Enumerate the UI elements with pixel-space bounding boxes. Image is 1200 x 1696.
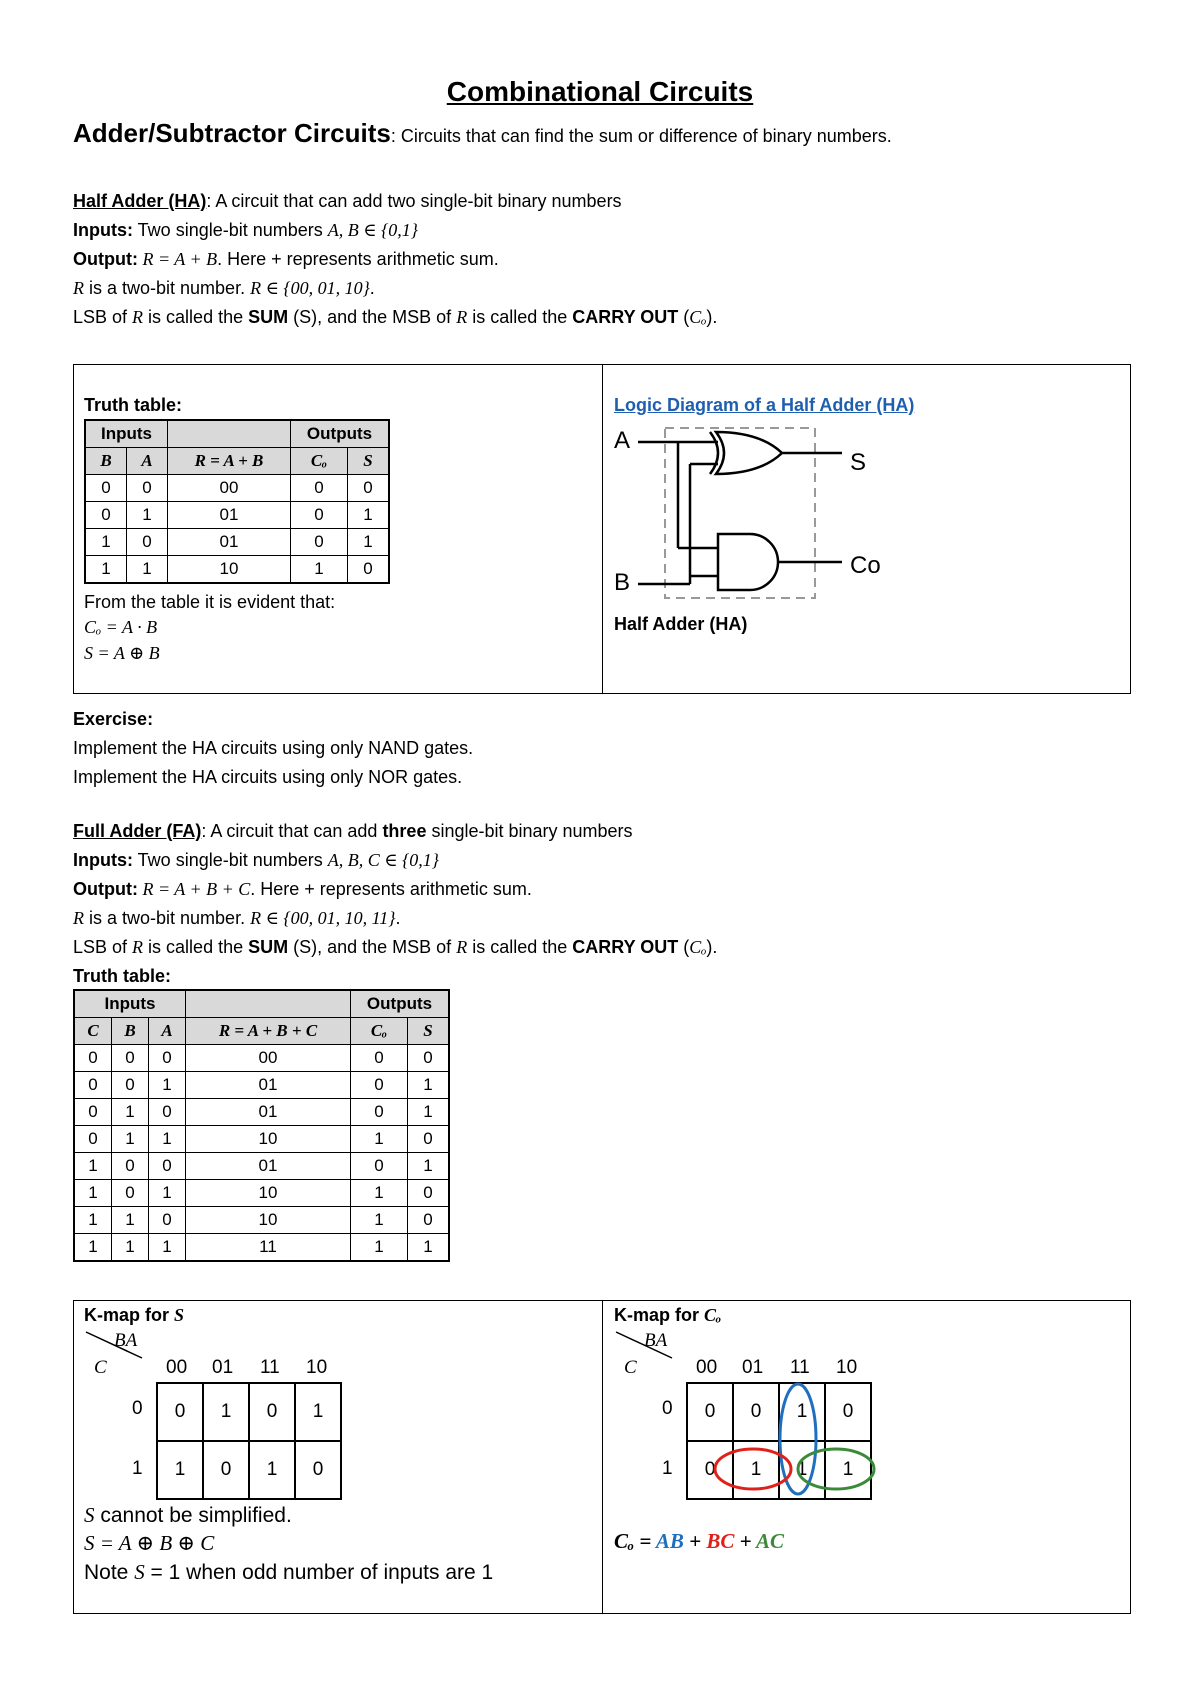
ha-cell: 1 [291, 556, 348, 584]
ha-evident: From the table it is evident that: [84, 592, 336, 612]
kmap-co-row-0: 0 [662, 1398, 673, 1419]
kmap-s-title-var: S [174, 1305, 185, 1325]
fa-cell: 1 [149, 1072, 186, 1099]
fa-heading: Full Adder (FA) [73, 821, 202, 841]
ha-cell: 0 [127, 529, 168, 556]
table-row [74, 1180, 449, 1207]
fa-sum-label: SUM [248, 937, 289, 957]
ha-col-b: B [85, 448, 127, 475]
kmap-co-title-text: K-map for [614, 1305, 704, 1325]
fa-cell: 1 [408, 1099, 450, 1126]
fa-cell: 1 [408, 1153, 450, 1180]
ha-desc: : A circuit that can add two single-bit binary numbers [206, 191, 622, 211]
fa-cell: 1 [74, 1153, 112, 1180]
kmap-cell: 1 [733, 1441, 779, 1499]
ha-cell: 0 [291, 475, 348, 502]
kmap-s-note-1 [84, 1503, 292, 1528]
fa-cell: 01 [186, 1072, 351, 1099]
fa-cell: 0 [408, 1180, 450, 1207]
kmap-cell: 0 [157, 1383, 203, 1441]
kmap-co-eq-lhs: Cₒ = [614, 1529, 656, 1553]
fa-cell: 01 [186, 1099, 351, 1126]
fa-cell: 1 [112, 1099, 149, 1126]
ha-cell: 0 [348, 556, 390, 584]
table-row [85, 502, 389, 529]
xor-gate [716, 432, 782, 474]
fa-cell: 01 [186, 1153, 351, 1180]
kmap-s-note-2: S = A ⊕ B ⊕ C [84, 1531, 215, 1555]
kmap-cell: 1 [825, 1441, 871, 1499]
fa-lsb-r2: R [456, 937, 468, 957]
ha-lsb-d: is called the [467, 307, 573, 327]
kmap-cell: 0 [687, 1383, 733, 1441]
kmap-s-note-3-var: S [134, 1560, 145, 1584]
table-row [74, 1207, 449, 1234]
ha-sum-label: SUM [248, 307, 289, 327]
ha-lsb-r1: R [132, 307, 144, 327]
fa-col-r: R = A + B + C [186, 1018, 351, 1045]
fa-cell: 1 [112, 1234, 149, 1262]
kmap-s-row-1: 1 [132, 1458, 143, 1479]
fa-r-math: R [73, 908, 84, 928]
fa-cell: 1 [351, 1207, 408, 1234]
kmap-co-col-2: 11 [790, 1357, 810, 1378]
kmap-s-note-3-b: = 1 when odd number of inputs are 1 [144, 1561, 494, 1584]
ha-lsb-f: ). [706, 307, 718, 327]
fa-cell: 1 [112, 1126, 149, 1153]
fa-blank-header [186, 990, 351, 1018]
kmap-co-grid [686, 1382, 872, 1500]
fa-truth-label: Truth table: [73, 966, 171, 986]
fa-cell: 0 [408, 1207, 450, 1234]
kmap-cell: 0 [203, 1441, 249, 1499]
kmap-cell: 0 [733, 1383, 779, 1441]
ha-logic-diagram [610, 420, 910, 610]
fa-cell: 0 [408, 1126, 450, 1153]
ha-output-line [73, 248, 499, 270]
ha-cell: 0 [85, 502, 127, 529]
kmap-co-row-1: 1 [662, 1458, 673, 1479]
kmap-row [157, 1441, 341, 1499]
fa-cell: 0 [351, 1153, 408, 1180]
ha-cell: 0 [127, 475, 168, 502]
kmap-co-c: C [624, 1357, 637, 1378]
fa-cell: 11 [186, 1234, 351, 1262]
fa-cell: 1 [408, 1234, 450, 1262]
fa-outputs-header: Outputs [351, 990, 450, 1018]
section-heading-line [73, 118, 892, 148]
kmap-cell: 0 [249, 1383, 295, 1441]
ha-cell: 01 [168, 529, 291, 556]
kmap-cell: 1 [157, 1441, 203, 1499]
kmap-s-note-3-a: Note [84, 1561, 135, 1584]
ha-output-text: . Here + represents arithmetic sum. [217, 249, 499, 269]
ha-inputs-math: A, B ∈ {0,1} [327, 220, 418, 240]
ha-r-math: R [73, 278, 84, 298]
ha-box-divider [602, 364, 603, 694]
ha-r-text: is a two-bit number. [84, 278, 251, 298]
kmap-co-plus-1: + [683, 1529, 707, 1553]
kmap-cell: 0 [825, 1383, 871, 1441]
ha-cell: 0 [348, 475, 390, 502]
kmap-cell: 0 [295, 1441, 341, 1499]
fa-cell: 10 [186, 1207, 351, 1234]
ha-heading-line [73, 190, 622, 212]
ha-r-set: R ∈ {00, 01, 10} [250, 278, 370, 298]
fa-cell: 1 [351, 1180, 408, 1207]
fa-heading-line [73, 820, 633, 842]
kmap-s-note-1-text: cannot be simplified. [94, 1504, 292, 1527]
ha-r-end: . [369, 278, 375, 298]
kmap-row [687, 1441, 871, 1499]
section-desc: : Circuits that can find the sum or difference of binary numbers. [390, 126, 892, 146]
fa-cell: 1 [74, 1234, 112, 1262]
kmap-co-col-3: 10 [836, 1357, 858, 1378]
kmap-box-divider [602, 1300, 603, 1614]
ha-cell: 0 [85, 475, 127, 502]
kmap-s-ba: BA [114, 1330, 138, 1351]
ha-inputs-text: Two single-bit numbers [133, 220, 328, 240]
kmap-s-row-0: 0 [132, 1398, 143, 1419]
kmap-co-term-bc: BC [706, 1529, 735, 1553]
kmap-cell: 1 [249, 1441, 295, 1499]
ha-cell: 10 [168, 556, 291, 584]
fa-cell: 0 [351, 1072, 408, 1099]
table-row [85, 556, 389, 584]
fa-cell: 1 [74, 1207, 112, 1234]
ha-lsb-a: LSB of [73, 307, 133, 327]
fa-cell: 1 [149, 1234, 186, 1262]
fa-inputs-header: Inputs [74, 990, 186, 1018]
table-row [74, 1153, 449, 1180]
fa-cell: 0 [149, 1099, 186, 1126]
fa-lsb-c: (S), and the MSB of [288, 937, 457, 957]
kmap-s-note-1-var: S [84, 1503, 95, 1527]
fa-cell: 0 [112, 1153, 149, 1180]
ha-carry-label: CARRY OUT [572, 307, 679, 327]
fa-inputs-label: Inputs: [73, 850, 133, 870]
ha-inputs-line [73, 219, 418, 241]
fa-output-math: R = A + B + C [137, 879, 251, 899]
fa-cell: 1 [74, 1180, 112, 1207]
fa-r-end: . [395, 908, 401, 928]
kmap-co-ba: BA [644, 1330, 668, 1351]
fa-truth-table [73, 989, 450, 1262]
fa-cell: 0 [112, 1180, 149, 1207]
fa-inputs-math: A, B, C ∈ {0,1} [327, 850, 439, 870]
fa-output-label: Output: [73, 879, 138, 899]
fa-cell: 0 [112, 1045, 149, 1072]
ha-diagram-caption: Half Adder (HA) [614, 614, 748, 634]
ha-col-s: S [348, 448, 390, 475]
kmap-s-grid [156, 1382, 342, 1500]
fa-lsb-r1: R [132, 937, 144, 957]
fa-desc-b: single-bit binary numbers [426, 821, 633, 841]
ha-output-label: Output: [73, 249, 138, 269]
fa-cell: 10 [186, 1126, 351, 1153]
fa-col-co: Cₒ [351, 1018, 408, 1045]
ha-lsb-c: (S), and the MSB of [288, 307, 457, 327]
ha-cell: 1 [85, 529, 127, 556]
ha-inputs-header: Inputs [85, 420, 168, 448]
exercise-line-1: Implement the HA circuits using only NAND gates. [73, 738, 474, 758]
ha-r-line [73, 277, 375, 299]
kmap-co-equation [614, 1529, 784, 1554]
ha-lsb-co: Cₒ [689, 307, 707, 327]
kmap-co-col-1: 01 [742, 1357, 764, 1378]
fa-cell: 10 [186, 1180, 351, 1207]
fa-cell: 0 [149, 1153, 186, 1180]
fa-lsb-a: LSB of [73, 937, 133, 957]
kmap-s-col-3: 10 [306, 1357, 328, 1378]
kmap-row [157, 1383, 341, 1441]
fa-cell: 0 [408, 1045, 450, 1072]
ha-blank-header [168, 420, 291, 448]
kmap-cell: 1 [203, 1383, 249, 1441]
ha-diagram-in-a: A [614, 427, 631, 454]
ha-diagram-in-b: B [614, 569, 631, 596]
kmap-co-plus-2: + [734, 1529, 757, 1553]
table-row [74, 1045, 449, 1072]
fa-cell: 1 [149, 1180, 186, 1207]
ha-cell: 01 [168, 502, 291, 529]
fa-lsb-e: ( [678, 937, 690, 957]
ha-cell: 1 [348, 502, 390, 529]
fa-cell: 0 [74, 1099, 112, 1126]
ha-eq-s: S = A ⊕ B [84, 643, 160, 663]
fa-cell: 1 [351, 1126, 408, 1153]
kmap-s-c: C [94, 1357, 107, 1378]
kmap-co-title [614, 1305, 721, 1326]
ha-cell: 1 [127, 556, 168, 584]
ha-outputs-header: Outputs [291, 420, 390, 448]
kmap-s-col-1: 01 [212, 1357, 234, 1378]
fa-cell: 0 [149, 1207, 186, 1234]
fa-cell: 0 [74, 1126, 112, 1153]
kmap-s-col-2: 11 [260, 1357, 280, 1378]
kmap-co-col-0: 00 [696, 1357, 718, 1378]
fa-lsb-line [73, 936, 717, 958]
kmap-s-note-3 [84, 1560, 493, 1585]
fa-col-c: C [74, 1018, 112, 1045]
kmap-cell: 1 [295, 1383, 341, 1441]
ha-diagram-link[interactable]: Logic Diagram of a Half Adder (HA) [614, 395, 915, 415]
fa-cell: 0 [74, 1045, 112, 1072]
and-gate [718, 534, 778, 590]
fa-cell: 1 [351, 1234, 408, 1262]
ha-cell: 0 [291, 529, 348, 556]
fa-cell: 1 [408, 1072, 450, 1099]
ha-lsb-line [73, 306, 717, 328]
ha-output-math: R = A + B [137, 249, 218, 269]
fa-output-line [73, 878, 532, 900]
table-row [74, 1099, 449, 1126]
fa-output-text: . Here + represents arithmetic sum. [250, 879, 532, 899]
ha-lsb-r2: R [456, 307, 468, 327]
ha-cell: 1 [85, 556, 127, 584]
table-row [85, 529, 389, 556]
kmap-co-term-ab: AB [655, 1529, 684, 1553]
exercise-label: Exercise: [73, 709, 154, 729]
ha-cell: 1 [348, 529, 390, 556]
ha-truth-table [84, 419, 390, 584]
page-title: Combinational Circuits [446, 76, 754, 107]
ha-truth-label: Truth table: [84, 395, 182, 415]
fa-cell: 1 [149, 1126, 186, 1153]
fa-col-s: S [408, 1018, 450, 1045]
kmap-row [687, 1383, 871, 1441]
xor-back-curve [710, 432, 718, 474]
ha-diagram-out-co: Co [850, 552, 881, 579]
kmap-co-term-ac: AC [756, 1529, 785, 1553]
fa-r-set: R ∈ {00, 01, 10, 11} [250, 908, 396, 928]
fa-lsb-d: is called the [467, 937, 573, 957]
fa-cell: 0 [351, 1045, 408, 1072]
exercise-line-2: Implement the HA circuits using only NOR gates. [73, 767, 463, 787]
kmap-cell: 0 [687, 1441, 733, 1499]
fa-r-line [73, 907, 400, 929]
ha-inputs-label: Inputs: [73, 220, 133, 240]
ha-col-a: A [127, 448, 168, 475]
ha-cell: 00 [168, 475, 291, 502]
ha-lsb-b: is called the [143, 307, 249, 327]
fa-inputs-line [73, 849, 439, 871]
fa-three: three [382, 821, 427, 841]
ha-col-co: Cₒ [291, 448, 348, 475]
table-row [85, 475, 389, 502]
fa-lsb-co: Cₒ [689, 937, 707, 957]
kmap-s-title-text: K-map for [84, 1305, 174, 1325]
section-heading: Adder/Subtractor Circuits [73, 118, 391, 148]
ha-heading: Half Adder (HA) [73, 191, 207, 211]
kmap-cell: 1 [779, 1441, 825, 1499]
kmap-s-col-0: 00 [166, 1357, 188, 1378]
ha-diagram-out-s: S [850, 449, 867, 476]
kmap-cell: 1 [779, 1383, 825, 1441]
fa-lsb-f: ). [706, 937, 718, 957]
fa-cell: 0 [74, 1072, 112, 1099]
fa-carry-label: CARRY OUT [572, 937, 679, 957]
fa-cell: 0 [112, 1072, 149, 1099]
fa-col-b: B [112, 1018, 149, 1045]
fa-lsb-b: is called the [143, 937, 249, 957]
fa-r-text: is a two-bit number. [84, 908, 251, 928]
ha-lsb-e: ( [678, 307, 690, 327]
ha-cell: 0 [291, 502, 348, 529]
table-row [74, 1234, 449, 1262]
ha-cell: 1 [127, 502, 168, 529]
kmap-co-title-var: Cₒ [704, 1305, 722, 1325]
fa-cell: 1 [112, 1207, 149, 1234]
fa-desc-a: : A circuit that can add [201, 821, 383, 841]
kmap-s-title [84, 1305, 184, 1326]
fa-cell: 00 [186, 1045, 351, 1072]
table-row [74, 1072, 449, 1099]
fa-cell: 0 [351, 1099, 408, 1126]
fa-inputs-text: Two single-bit numbers [133, 850, 328, 870]
ha-col-r: R = A + B [168, 448, 291, 475]
fa-col-a: A [149, 1018, 186, 1045]
fa-cell: 0 [149, 1045, 186, 1072]
ha-eq-co: Cₒ = A · B [84, 617, 158, 637]
table-row [74, 1126, 449, 1153]
